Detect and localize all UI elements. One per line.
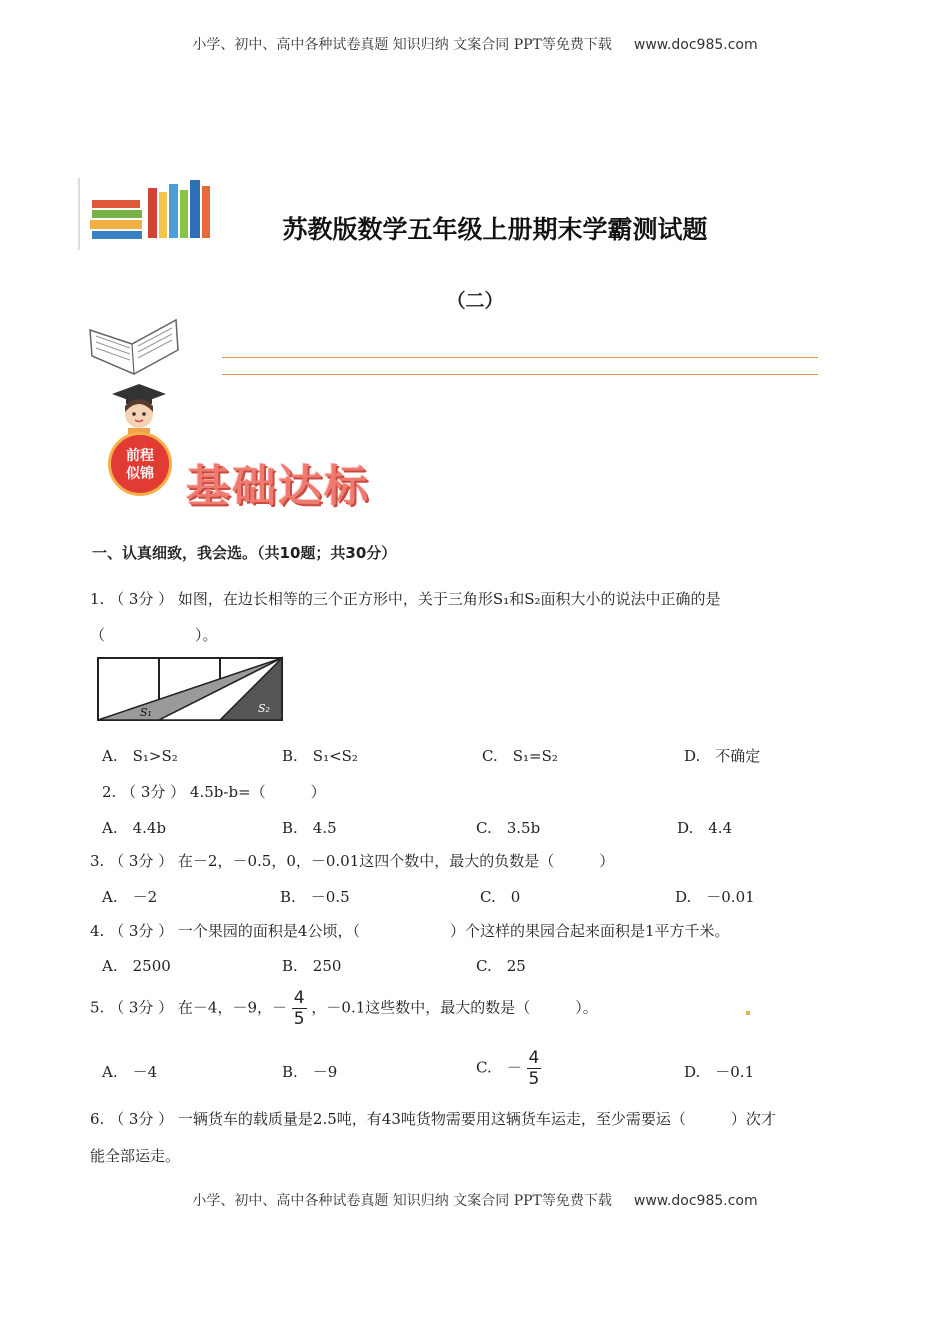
q3-option-c[interactable]: C. 0: [480, 888, 521, 906]
question-6-cont: 能全部运走。: [90, 1147, 181, 1165]
badge: [108, 432, 172, 496]
badge-line2: 似锦: [126, 466, 154, 482]
open-book-icon: [84, 310, 184, 376]
q1-option-c[interactable]: C. S₁=S₂: [482, 747, 558, 765]
q5-option-b[interactable]: B. －9: [282, 1063, 338, 1081]
q5-text-pre: 5. （ 3分 ） 在－4，－9，－: [90, 998, 288, 1017]
question-3: 3. （ 3分 ） 在－2，－0.5，0，－0.01这四个数中，最大的负数是（ ）: [90, 852, 615, 870]
footer-site[interactable]: www.doc985.com: [633, 1193, 758, 1209]
books-icon: [78, 178, 218, 250]
question-1: 1. （ 3分 ） 如图，在边长相等的三个正方形中，关于三角形S₁和S₂面积大小的说法中正确的是: [90, 590, 721, 608]
q5-denominator: 5: [293, 1009, 305, 1029]
q2-option-d[interactable]: D. 4.4: [677, 819, 733, 837]
q2-option-a[interactable]: A. 4.4b: [102, 819, 167, 837]
q5-option-c-fraction: [527, 1048, 542, 1089]
q5-option-c[interactable]: [476, 1048, 541, 1089]
figure-label-s1: S₁: [140, 706, 152, 719]
page-title: 苏教版数学五年级上册期末学霸测试题: [282, 215, 708, 244]
page-header: [0, 34, 950, 54]
q4-option-c[interactable]: C. 25: [476, 957, 526, 975]
q1-option-d[interactable]: D. 不确定: [684, 747, 761, 765]
q5-option-c-numerator: 4: [528, 1048, 540, 1068]
q2-option-c[interactable]: C. 3.5b: [476, 819, 541, 837]
q5-option-d[interactable]: D. －0.1: [684, 1063, 755, 1081]
footer-text: 小学、初中、高中各种试卷真题 知识归纳 文案合同 PPT等免费下载: [192, 1193, 612, 1209]
page-footer: [0, 1190, 950, 1210]
decorative-dot: [746, 1011, 750, 1015]
header-site[interactable]: www.doc985.com: [633, 37, 758, 53]
question-4: 4. （ 3分 ） 一个果园的面积是4公顷，（ ）个这样的果园合起来面积是1平方千米。: [90, 922, 730, 940]
badge-line1: 前程: [126, 448, 154, 464]
q2-option-b[interactable]: B. 4.5: [282, 819, 337, 837]
figure-label-s2: S₂: [258, 702, 270, 715]
question-1-blank: （ ）。: [90, 626, 218, 644]
section-banner: 基础达标: [186, 461, 370, 512]
q5-fraction: [292, 988, 307, 1029]
q3-option-b[interactable]: B. －0.5: [280, 888, 350, 906]
page-subtitle: （二）: [446, 290, 504, 312]
q1-option-b[interactable]: B. S₁<S₂: [282, 747, 358, 765]
q4-option-a[interactable]: A. 2500: [102, 957, 171, 975]
q3-option-a[interactable]: A. －2: [102, 888, 158, 906]
question-2: 2. （ 3分 ） 4.5b-b=（ ）: [102, 783, 326, 801]
q4-option-b[interactable]: B. 250: [282, 957, 342, 975]
orange-rule-top: [222, 357, 818, 358]
question-5: [90, 988, 598, 1029]
q3-option-d[interactable]: D. －0.01: [675, 888, 755, 906]
header-text: 小学、初中、高中各种试卷真题 知识归纳 文案合同 PPT等免费下载: [192, 37, 612, 53]
q5-option-c-label: C. －: [476, 1058, 522, 1077]
section-heading: 一、认真细致，我会选。（共10题；共30分）: [92, 544, 397, 562]
q5-option-a[interactable]: A. －4: [102, 1063, 158, 1081]
three-squares-figure: [96, 656, 288, 724]
graduate-student-icon: [104, 382, 174, 438]
orange-rule-bottom: [222, 374, 818, 375]
q5-numerator: 4: [293, 988, 305, 1008]
q5-text-post: ，－0.1这些数中，最大的数是（ ）。: [311, 998, 598, 1017]
question-6: 6. （ 3分 ） 一辆货车的载质量是2.5吨，有43吨货物需要用这辆货车运走，至少需要运（ ）次才: [90, 1110, 776, 1128]
q1-option-a[interactable]: A. S₁>S₂: [102, 747, 178, 765]
q5-option-c-denominator: 5: [528, 1069, 540, 1089]
